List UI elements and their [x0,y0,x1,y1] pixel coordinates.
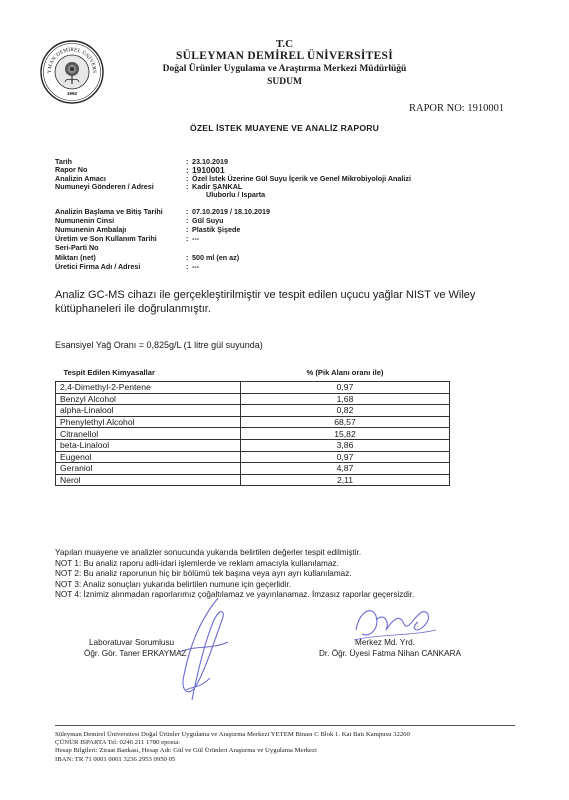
info-value: Uluborlu / Isparta [206,190,266,199]
chemical-percentage: 3,86 [241,439,450,451]
table-row [56,405,450,417]
left-signatory-title: Laboratuvar Sorumlusu [89,638,175,647]
results-table [55,368,450,486]
info-value: --- [192,262,200,271]
right-signatory-name: Dr. Öğr. Üyesi Fatma Nihan CANKARA [319,649,461,658]
info-value: Gül Suyu [192,216,224,225]
info-label: Analizin Amacı [55,174,106,183]
chemical-percentage: 0,82 [241,405,450,417]
info-label: Üretici Firma Adı / Adresi [55,262,141,271]
note-line: Yapılan muayene ve analizler sonucunda yukarıda belirtilen değerler tespit edilmiştir. [55,548,362,557]
column-header-chemicals: Tespit Edilen Kimyasallar [63,368,155,377]
info-label: Tarih [55,157,73,166]
table-row [56,439,450,451]
chemical-name: alpha-Linalool [56,405,241,417]
info-value: Plastik Şişede [192,225,241,234]
footer-line: IBAN: TR 71 0001 0001 3236 2953 0950 05 [55,755,176,763]
note-line: NOT 1: Bu analiz raporu adli-idari işlemlerde ve reklam amacıyla kullanılamaz. [55,558,339,568]
info-label: Numunenin Cinsi [55,216,115,225]
footer-line: Hesap Bilgileri: Ziraat Bankası, Hesap Adı: Gül ve Gül Ürünleri Araştırma ve Uygulama Merkezi [55,747,317,755]
report-title: ÖZEL İSTEK MUAYENE VE ANALİZ RAPORU [189,123,380,133]
chemical-percentage: 0,97 [241,382,450,394]
info-label: Rapor No [55,165,88,174]
footer-address [55,731,410,764]
chemical-name: Phenylethyl Alcohol [56,416,241,428]
info-value: --- [192,234,200,243]
chemical-name: 2,4-Dimethyl-2-Pentene [56,382,241,394]
info-value: Özel İstek Üzerine Gül Suyu İçerik ve Genel Mikrobiyoloji Analizi [192,174,412,183]
essential-oil-ratio: Esansiyel Yağ Oranı = 0,825g/L (1 litre gül suyunda) [55,340,263,350]
chemical-name: Nerol [56,474,241,486]
right-signature-drawing [350,600,440,645]
report-number: RAPOR NO: 1910001 [409,103,505,114]
chemical-percentage: 68,57 [241,416,450,428]
table-row [56,451,450,463]
right-signatory-title: Merkez Md. Yrd. [355,638,415,647]
analysis-description: Analiz GC-MS cihazı ile gerçekleştirilmiştir ve tespit edilen uçucu yağlar NIST ve Wiley kütüphaneleri ile doğrulanmıştır. [55,289,476,315]
info-label: Numunenin Ambalajı [55,225,127,234]
chemical-percentage: 4,87 [241,463,450,475]
header-country: T.C [275,38,294,50]
chemical-name: Benzyl Alcohol [56,393,241,405]
chemical-percentage: 15,82 [241,428,450,440]
chemical-percentage: 2,11 [241,474,450,486]
header-abbrev: SUDUM [267,77,302,87]
svg-text:1992: 1992 [66,91,78,96]
table-header-row [56,368,450,382]
header-center: Doğal Ürünler Uygulama ve Araştırma Merkezi Müdürlüğü [162,64,407,74]
info-value: 1910001 [192,165,225,175]
chemical-name: Geraniol [56,463,241,475]
note-line: NOT 3: Analiz sonuçları yukarıda belirtilen numune için geçerlidir. [55,579,292,589]
table-row [56,416,450,428]
info-value: 500 ml (en az) [192,253,240,262]
chemical-percentage: 0,97 [241,451,450,463]
info-value: 07.10.2019 / 18.10.2019 [192,207,270,216]
column-header-percentage: % (Pik Alanı oranı ile) [306,368,384,377]
chemical-name: beta-Linalool [56,439,241,451]
info-value: Kadir ŞANKAL [192,182,243,191]
table-row [56,463,450,475]
table-row [56,428,450,440]
chemical-percentage: 1,68 [241,393,450,405]
table-row [56,393,450,405]
note-line: NOT 2: Bu analiz raporunun hiç bir bölümü tek başına veya ayrı ayrı kullanılamaz. [55,569,352,579]
info-value: 23.10.2019 [192,157,228,166]
info-label: Miktarı (net) [55,253,96,262]
footer-divider [55,725,515,726]
note-line: NOT 4: İznimiz alınmadan raporlarımız çoğaltılamaz ve yayınlanamaz. İmzasız raporlar geçersizdir. [55,590,415,600]
info-label: Analizin Başlama ve Bitiş Tarihi [55,207,163,216]
footer-line: Süleyman Demirel Üniversitesi Doğal Ürünler Uygulama ve Araştırma Merkezi YETEM Binası C Blok 1. Kat Batı Kampusu 32260 [55,731,410,738]
header-university: SÜLEYMAN DEMİREL ÜNİVERSİTESİ [175,50,394,62]
left-signature-drawing [170,590,240,710]
info-label: Numuneyi Gönderen / Adresi [55,182,154,191]
footer-line: ÇÜNÜR ISPARTA Tel: 0246 211 1780 eposta: [55,739,181,747]
table-row [56,474,450,486]
info-label: Seri-Parti No [55,243,99,252]
chemical-name: Eugenol [56,451,241,463]
chemical-name: Citranellol [56,428,241,440]
left-signatory-name: Öğr. Gör. Taner ERKAYMAZ [84,649,187,658]
table-row [56,382,450,394]
svg-text:SÜLEYMAN DEMİREL ÜNİVERSİTESİ: YMAN DEMİREL ÜNİVERS [46,46,98,74]
info-label: Üretim ve Son Kullanım Tarihi [55,234,157,243]
